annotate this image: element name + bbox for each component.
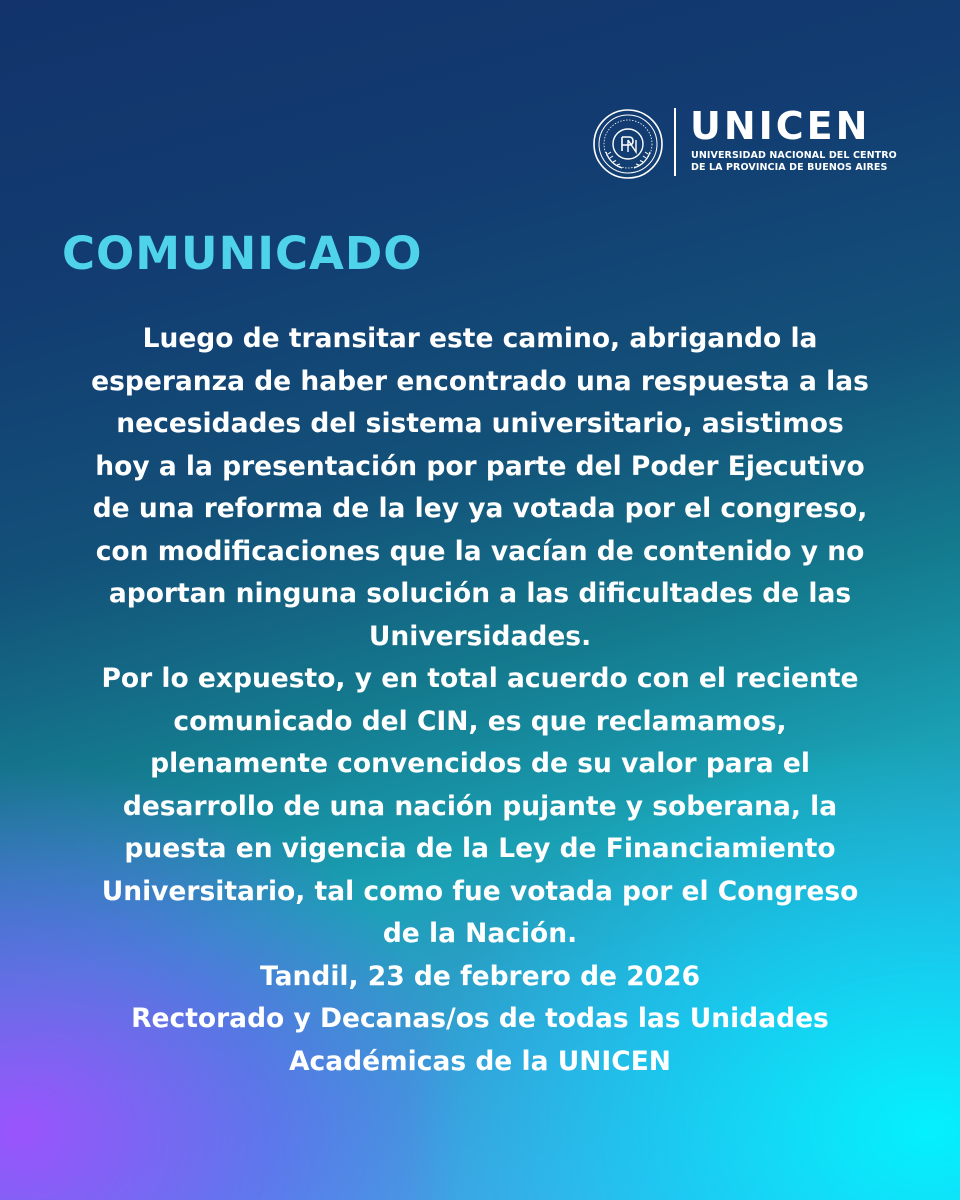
body-line: aportan ninguna solución a las dificultades de las — [108, 578, 852, 609]
logo-divider — [674, 108, 676, 176]
body-line: esperanza de haber encontrado una respuesta a las — [91, 365, 869, 397]
body-line: necesidades del sistema universitario, asistimos — [116, 408, 844, 439]
logo-subtitle-line-1: UNIVERSIDAD NACIONAL DEL CENTRO — [691, 150, 897, 161]
signature-line: Académicas de la UNICEN — [289, 1045, 671, 1077]
unicen-logo — [592, 104, 897, 178]
body-line: hoy a la presentación por parte del Poder Ejecutivo — [95, 450, 865, 482]
page-title: COMUNICADO — [62, 227, 423, 280]
body-line: Universitario, tal como fue votada por el Congreso — [101, 875, 859, 907]
logo-subtitle — [691, 150, 897, 174]
body-line: de una reforma de la ley ya votada por el congreso, — [92, 493, 868, 524]
body-line: desarrollo de una nación pujante y soberana, la — [122, 790, 838, 822]
date-line: Tandil, 23 de febrero de 2026 — [259, 960, 701, 992]
body-line: Universidades. — [368, 620, 592, 652]
signature-line: Rectorado y Decanas/os de todas las Unidades — [131, 1003, 829, 1034]
body-line: Por lo expuesto, y en total acuerdo con el reciente — [101, 663, 859, 694]
body-line: puesta en vigencia de la Ley de Financiamiento — [124, 833, 836, 864]
body-line: con modificaciones que la vacían de contenido y no — [95, 535, 865, 567]
communique-body — [40, 318, 920, 1083]
logo-subtitle-line-2: DE LA PROVINCIA DE BUENOS AIRES — [691, 162, 888, 173]
body-line: comunicado del CIN, es que reclamamos, — [173, 705, 787, 737]
body-line: Luego de transitar este camino, abrigando la — [142, 323, 818, 354]
body-line: de la Nación. — [382, 918, 578, 949]
university-seal-icon — [592, 108, 664, 180]
body-line: plenamente convencidos de su valor para el — [150, 748, 810, 779]
logo-name: UNICEN — [690, 104, 871, 148]
